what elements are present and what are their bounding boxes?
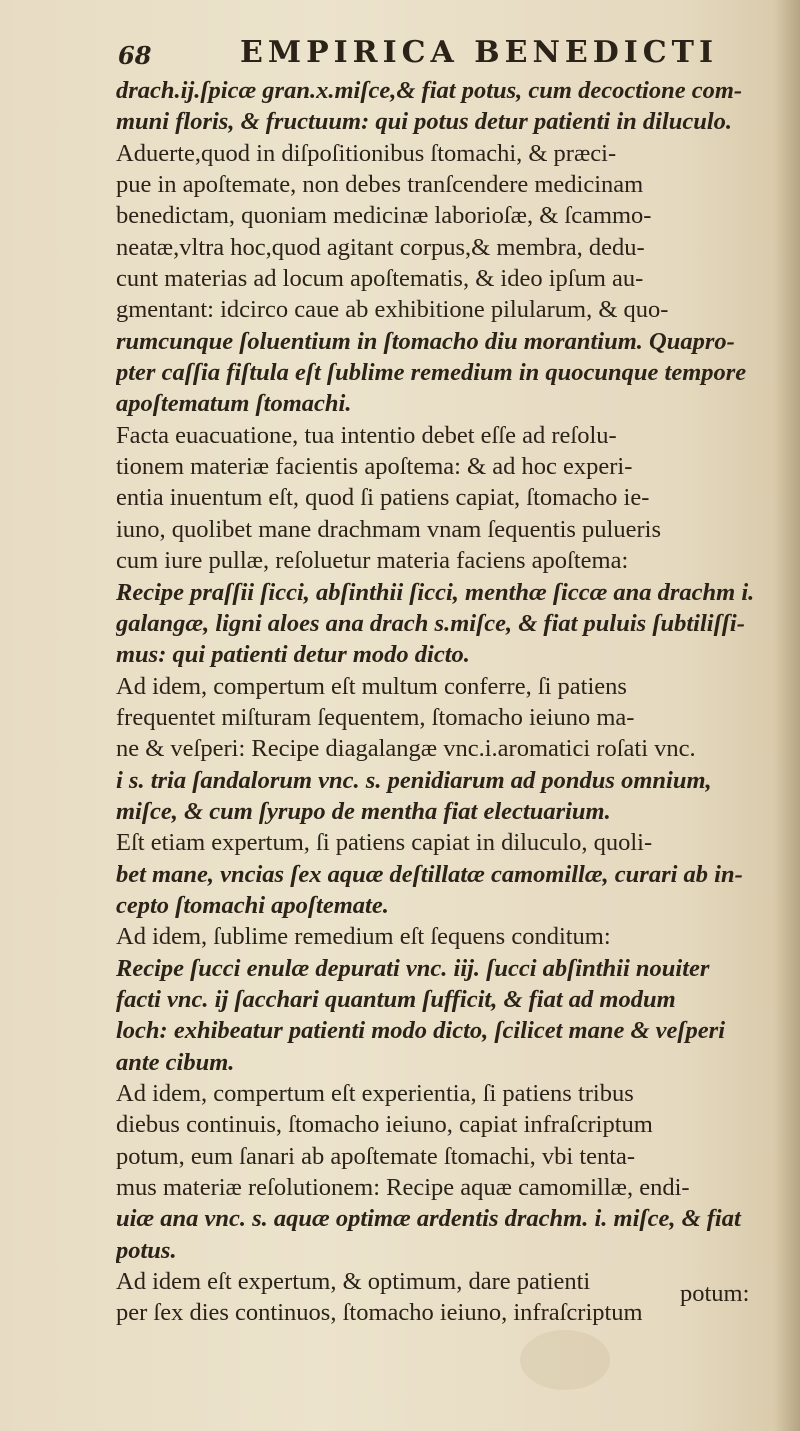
text-line: pue in apoſtemate, non debes tranſcendere medicinam	[116, 171, 644, 199]
text-line: Eſt etiam expertum, ſi patiens capiat in diluculo, quoli-	[116, 829, 653, 857]
text-line: Recipe praſſii ſicci, abſinthii ſicci, menthæ ſiccæ ana drachm i.	[116, 578, 755, 606]
text-line: apoſtematum ſtomachi.	[116, 390, 352, 418]
text-line: cum iure pullæ, reſoluetur materia faciens apoſtema:	[116, 547, 629, 575]
text-line: Recipe ſucci enulæ depurati vnc. iij. ſucci abſinthii nouiter	[116, 954, 710, 982]
text-line: ne & veſperi: Recipe diagalangæ vnc.i.aromatici roſati vnc.	[116, 735, 696, 763]
text-line: per ſex dies continuos, ſtomacho ieiuno, infraſcriptum	[116, 1299, 643, 1327]
text-line: ante cibum.	[116, 1048, 235, 1076]
text-line: uiæ ana vnc. s. aquæ optimæ ardentis drachm. i. miſce, & fiat	[116, 1205, 741, 1233]
text-line: Ad idem eſt expertum, & optimum, dare patienti	[116, 1268, 591, 1296]
text-line: bet mane, vncias ſex aquæ deſtillatæ camomillæ, curari ab in-	[116, 860, 743, 888]
text-line: loch: exhibeatur patienti modo dicto, ſcilicet mane & veſperi	[116, 1017, 726, 1045]
text-line: Facta euacuatione, tua intentio debet eſſe ad reſolu-	[116, 421, 617, 449]
page-edge-shadow	[774, 0, 800, 1431]
text-line: gmentant: idcirco caue ab exhibitione pilularum, & quo-	[116, 296, 669, 324]
text-line: mus: qui patienti detur modo dicto.	[116, 641, 470, 669]
text-line: potus.	[116, 1236, 177, 1264]
text-line: frequentet miſturam ſequentem, ſtomacho ieiuno ma-	[116, 703, 635, 731]
text-line: Ad idem, compertum eſt experientia, ſi patiens tribus	[116, 1080, 634, 1107]
text-line: mus materiæ reſolutionem: Recipe aquæ camomillæ, endi-	[116, 1174, 690, 1202]
text-line: pter caſſia fiſtula eſt ſublime remedium in quocunque tempore	[116, 359, 747, 387]
text-line: cepto ſtomachi apoſtemate.	[116, 891, 389, 919]
text-line: benedictam, quoniam medicinæ laborioſæ, & ſcammo-	[116, 202, 652, 230]
text-line: facti vnc. ij ſacchari quantum ſufficit, & fiat ad modum	[116, 985, 676, 1013]
text-line: galangæ, ligni aloes ana drach s.miſce, & fiat puluis ſubtiliſſi-	[116, 609, 745, 637]
text-line: Ad idem, ſublime remedium eſt ſequens conditum:	[116, 923, 611, 951]
text-line: muni floris, & fructuum: qui potus detur patienti in diluculo.	[116, 108, 733, 136]
page-number: 68	[118, 41, 152, 70]
page-header	[118, 30, 758, 70]
paper-stain	[520, 1330, 610, 1390]
catchword: potum:	[680, 1280, 750, 1307]
text-line: cunt materias ad locum apoſtematis, & ideo ipſum au-	[116, 265, 644, 293]
text-line: diebus continuis, ſtomacho ieiuno, capiat infraſcriptum	[116, 1111, 653, 1139]
text-line: i s. tria ſandalorum vnc. s. penidiarum ad pondus omnium,	[116, 766, 712, 794]
text-line: iuno, quolibet mane drachmam vnam ſequentis pulueris	[116, 515, 661, 543]
text-line: neatæ,vltra hoc,quod agitant corpus,& membra, dedu-	[116, 233, 645, 261]
text-line: miſce, & cum ſyrupo de mentha fiat electuarium.	[116, 797, 611, 825]
text-line: tionem materiæ facientis apoſtema: & ad hoc experi-	[116, 453, 633, 481]
text-line: entia inuentum eſt, quod ſi patiens capiat, ſtomacho ie-	[116, 484, 650, 512]
text-line: potum, eum ſanari ab apoſtemate ſtomachi, vbi tenta-	[116, 1142, 636, 1170]
text-line: rumcunque ſoluentium in ſtomacho diu morantium. Quapro-	[116, 327, 735, 355]
body-text	[116, 75, 792, 1329]
running-title: EMPIRICA BENEDICTI	[240, 35, 719, 70]
text-line: Aduerte,quod in diſpoſitionibus ſtomachi, & præci-	[116, 139, 617, 167]
text-line: Ad idem, compertum eſt multum conferre, ſi patiens	[116, 672, 627, 700]
text-line: drach.ij.ſpicæ gran.x.miſce,& fiat potus, cum decoctione com-	[116, 77, 743, 104]
